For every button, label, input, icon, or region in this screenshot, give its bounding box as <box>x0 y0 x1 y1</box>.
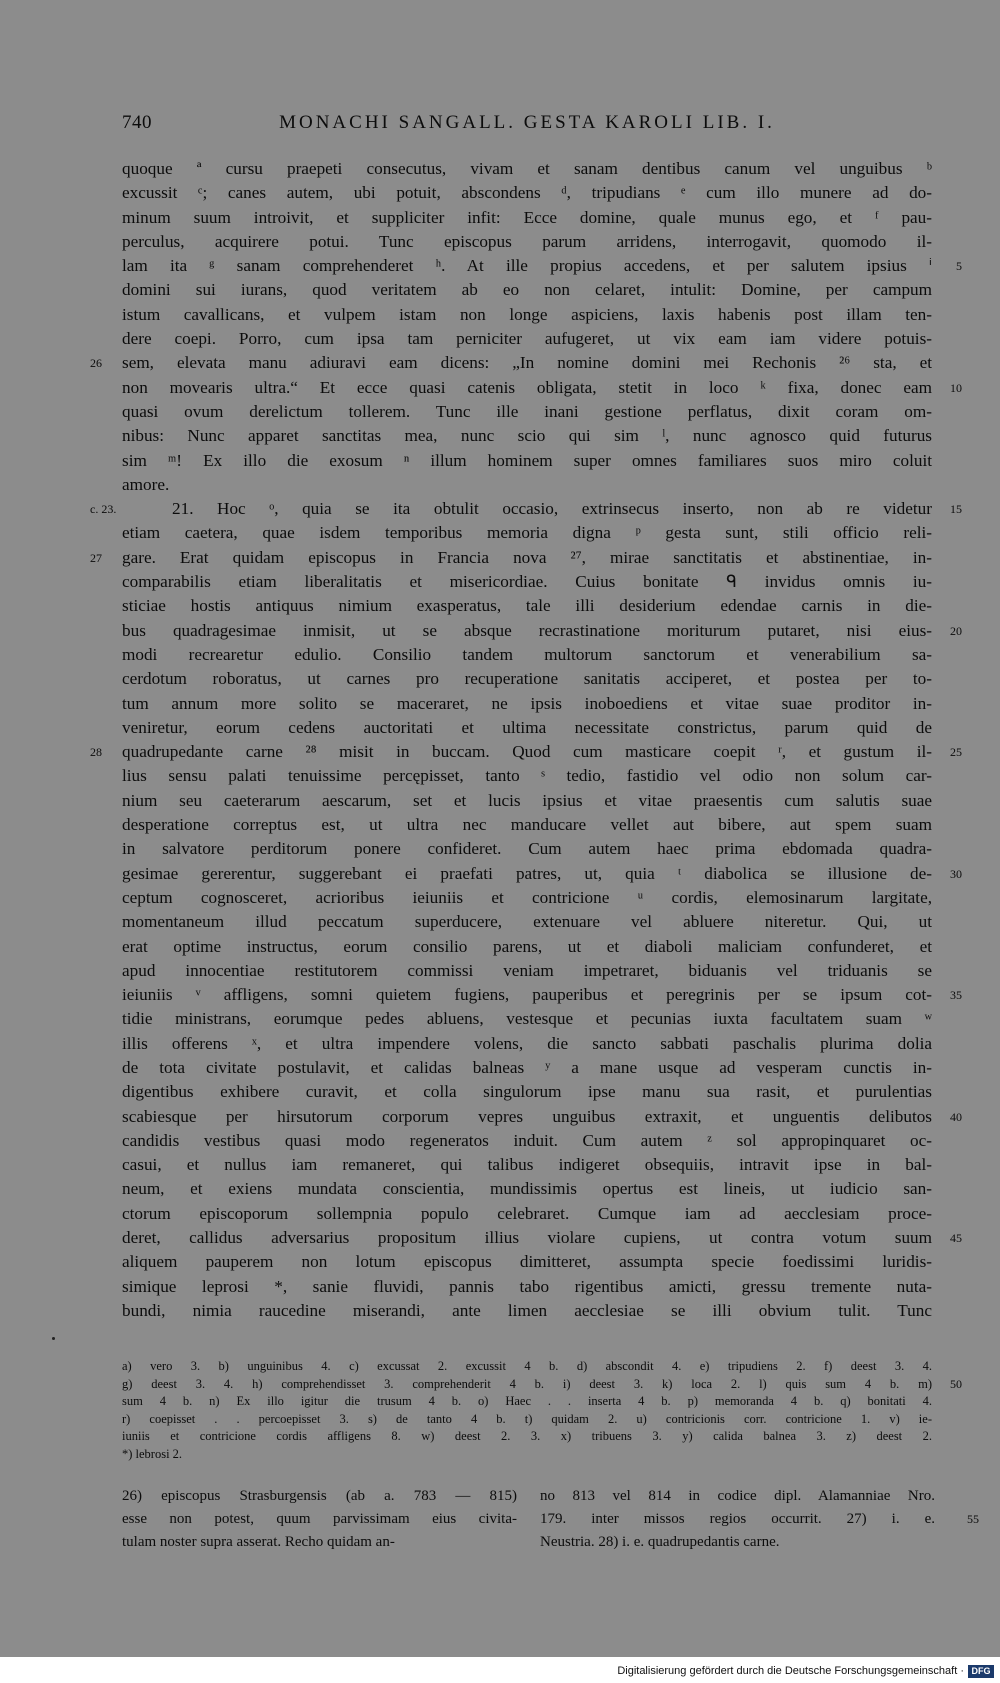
text-line <box>122 254 962 278</box>
line-text: lius sensu palati tenuissime percępisset, tanto ˢ tedio, fastidio vel odio non solum car- <box>122 766 932 786</box>
line-text: dere coepi. Porro, cum ipsa tam perniciter aufugeret, ut vix eam iam videre potuis- <box>122 329 932 349</box>
running-title: MONACHI SANGALL. GESTA KAROLI LIB. I. <box>279 112 775 133</box>
text-line <box>122 1202 932 1226</box>
line-number: 40 <box>950 1109 962 1124</box>
text-line <box>122 1226 962 1250</box>
line-text: quasi ovum derelictum tollerem. Tunc ille inani gestione perflatus, dixit coram om- <box>122 401 932 421</box>
line-text: aliquem pauperem non lotum episcopus dimitteret, assumpta specie foedissimi luridis- <box>122 1252 932 1272</box>
line-text: de tota civitate postulavit, et calidas balneas ʸ a mane usque ad vesperam cunctis in- <box>122 1057 932 1077</box>
line-text: domini sui iurans, quod veritatem ab eo non celaret, intulit: Domine, per campum <box>122 280 932 300</box>
text-line <box>90 497 962 521</box>
text-line <box>122 206 932 230</box>
text-line <box>122 278 932 302</box>
margin-note-left: 26 <box>90 356 102 371</box>
commentary-line: 26) episcopus Strasburgensis (ab a. 783 — 815) <box>122 1488 517 1504</box>
text-line <box>122 910 932 934</box>
line-text: cerdotum roboratus, ut carnes pro recuperatione sanitatis acciperet, et postea per to- <box>122 669 932 689</box>
text-line <box>122 813 932 837</box>
line-number: 50 <box>950 1376 962 1391</box>
apparatus-line <box>122 1376 962 1394</box>
line-text: comparabilis etiam liberalitatis et misericordiae. Cuius bonitate ᑫ invidus omnis iu- <box>122 572 932 592</box>
text-line <box>122 157 932 181</box>
line-text: modi recrearetur edulio. Consilio tandem multorum sanctorum et venerabilium sa- <box>122 644 932 664</box>
text-line <box>122 1153 932 1177</box>
text-line <box>122 570 932 594</box>
line-text: sticiae hostis antiquus nimium exasperatus, tale illi desiderium edendae carnis in die- <box>122 596 932 616</box>
text-line <box>122 837 932 861</box>
text-line <box>122 376 962 400</box>
commentary-line <box>540 1508 979 1531</box>
line-text: deret, callidus adversarius propositum illius violare cupiens, ut contra votum suum <box>122 1228 932 1248</box>
text-line <box>122 521 932 545</box>
text-line <box>122 303 932 327</box>
text-line <box>122 1056 932 1080</box>
apparatus-line <box>122 1428 932 1446</box>
line-text: nium seu caeterarum aescarum, set et lucis ipsius et vitae praesentis cum salutis suae <box>122 790 932 810</box>
text-line <box>122 667 932 691</box>
line-text: ceptum cognosceret, acrioribus ieiuniis et contricione ᵘ cordis, elemosinarum largitate, <box>122 887 932 907</box>
text-line <box>122 473 932 497</box>
text-line <box>122 1177 932 1201</box>
line-text: gesimae gererentur, suggerebant ei praefati patres, ut, quia ᵗ diabolica se illusione de- <box>122 863 932 883</box>
text-line <box>122 1275 932 1299</box>
commentary-right-column <box>540 1485 979 1554</box>
text-line <box>122 619 962 643</box>
line-text: tum annum more solito se maceraret, ne ipsis inoboediens et vitae suae proditor in- <box>122 693 932 713</box>
line-text: casui, et nullus iam remaneret, qui talibus indigeret obsequiis, intravit ipse in bal- <box>122 1155 932 1175</box>
text-line <box>90 351 932 375</box>
commentary-text: Neustria. 28) i. e. quadrupedantis carne. <box>540 1534 780 1550</box>
critical-apparatus <box>122 1358 962 1464</box>
text-line <box>122 1299 932 1323</box>
line-text: gare. Erat quidam episcopus in Francia nova ²⁷, mirae sanctitatis et abstinentiae, in- <box>122 547 932 567</box>
commentary-text: 179. inter missos regios occurrit. 27) i. e. <box>540 1511 935 1527</box>
text-line <box>122 1080 932 1104</box>
margin-dot <box>52 1337 55 1340</box>
footer-credit: Digitalisierung gefördert durch die Deutsche Forschungsgemeinschaft · <box>617 1665 964 1677</box>
text-line <box>122 1250 932 1274</box>
line-text: in salvatore perditorum ponere confideret. Cum autem haec prima ebdomada quadra- <box>122 839 932 859</box>
margin-note-left: 28 <box>90 745 102 760</box>
text-line <box>90 740 962 764</box>
line-text: amore. <box>122 474 170 494</box>
line-text: ieiuniis ᵛ affligens, somni quietem fugiens, pauperibus et peregrinis per se ipsum cot- <box>122 985 932 1005</box>
text-line <box>122 983 962 1007</box>
main-text <box>90 157 962 1323</box>
line-text: minum suum introivit, et suppliciter infit: Ecce domine, quale munus ego, et ᶠ pau- <box>122 207 932 227</box>
text-line <box>122 181 932 205</box>
text-line <box>122 1032 932 1056</box>
commentary-text: no 813 vel 814 in codice dipl. Alamanniae Nro. <box>540 1488 935 1504</box>
commentary-left-column <box>122 1485 517 1554</box>
text-line <box>122 935 932 959</box>
footer-bar <box>0 1657 1000 1683</box>
line-text: istum cavallicans, et vulpem istam non longe aspiciens, laxis habenis post illam ten- <box>122 304 932 324</box>
apparatus-line <box>122 1446 932 1464</box>
line-text: etiam caetera, quae isdem temporibus memoria digna ᵖ gesta sunt, stili officio reli- <box>122 523 932 543</box>
text-line <box>90 546 932 570</box>
line-text: 21. Hoc ᵒ, quia se ita obtulit occasio, extrinsecus inserto, non ab re videtur <box>172 499 932 519</box>
text-line <box>122 789 932 813</box>
text-line <box>122 959 932 983</box>
line-number: 20 <box>950 623 962 638</box>
apparatus-text: r) coepisset . . percoepisset 3. s) de tanto 4 b. t) quidam 2. u) contricionis corr. contricione 1. v) ie- <box>122 1411 932 1426</box>
commentary-line: tulam noster supra asserat. Recho quidam an- <box>122 1534 395 1550</box>
line-number: 35 <box>950 988 962 1003</box>
commentary-line <box>540 1531 935 1554</box>
line-text: veniretur, eorum cedens auctoritati et ultima necessitate constrictus, parum quid de <box>122 717 932 737</box>
line-number: 25 <box>950 745 962 760</box>
apparatus-text: sum 4 b. n) Ex illo igitur die trusum 4 b. o) Haec . . inserta 4 b. p) memoranda 4 b. q) bonitati 4. <box>122 1394 932 1409</box>
line-text: scabiesque per hirsutorum corporum vepres unguibus extraxit, et unguentis delibutos <box>122 1106 932 1126</box>
text-line <box>122 1129 932 1153</box>
apparatus-text: iuniis et contricione cordis affligens 8. w) deest 2. 3. x) tribuens 3. y) calida balnea 3. z) deest 2. <box>122 1429 932 1444</box>
text-line <box>122 327 932 351</box>
line-text: sem, elevata manu adiuravi eam dicens: „In nomine domini mei Rechonis ²⁶ sta, et <box>122 353 932 373</box>
line-number: 5 <box>956 259 962 274</box>
text-line <box>122 643 932 667</box>
text-line <box>122 1007 932 1031</box>
text-line <box>122 862 962 886</box>
line-text: sim ᵐ! Ex illo die exosum ⁿ illum hominem super omnes familiares suos miro coluit <box>122 450 932 470</box>
line-text: perculus, acquirere potui. Tunc episcopus parum arridens, interrogavit, quomodo il- <box>122 231 932 251</box>
line-text: tidie ministrans, eorumque pedes abluens, vestesque et pecunias iuxta facultatem suam ʷ <box>122 1009 932 1029</box>
commentary-line: esse non potest, quum parvissimam eius civita- <box>122 1511 517 1527</box>
line-text: lam ita ᵍ sanam comprehenderet ʰ. At ille propius accedens, et per salutem ipsius ⁱ <box>122 256 932 276</box>
line-text: illis offerens ˣ, et ultra impendere volens, die sancto sabbati paschalis plurima dolia <box>122 1033 932 1053</box>
line-text: erat optime instructus, eorum consilio parens, ut et diaboli maliciam confunderet, et <box>122 936 932 956</box>
line-text: ctorum episcoporum sollempnia populo celebraret. Cumque iam ad aecclesiam proce- <box>122 1203 932 1223</box>
line-number: 15 <box>950 502 962 517</box>
apparatus-line <box>122 1393 932 1411</box>
text-line <box>122 716 932 740</box>
apparatus-line <box>122 1411 932 1429</box>
line-text: bus quadragesimae inmisit, ut se absque recrastinatione moriturum putaret, nisi eius- <box>122 620 932 640</box>
apparatus-line <box>122 1358 932 1376</box>
text-line <box>122 424 932 448</box>
line-text: digentibus exhibere curavit, et colla singulorum ipse manu sua rasit, et purulentias <box>122 1082 932 1102</box>
commentary-line <box>540 1485 935 1508</box>
line-text: excussit ᶜ; canes autem, ubi potuit, abscondens ᵈ, tripudians ᵉ cum illo munere ad do- <box>122 183 932 203</box>
text-line <box>122 764 932 788</box>
apparatus-text: *) lebrosi 2. <box>122 1446 183 1461</box>
line-number: 10 <box>950 380 962 395</box>
line-text: quadrupedante carne ²⁸ misit in buccam. Quod cum masticare coepit ʳ, et gustum il- <box>122 742 932 762</box>
text-line <box>122 230 932 254</box>
text-line <box>122 886 932 910</box>
line-text: bundi, nimia raucedine miserandi, ante limen aecclesiae se illi obvium tulit. Tunc <box>122 1300 932 1320</box>
apparatus-text: a) vero 3. b) unguinibus 4. c) excussat 2. excussit 4 b. d) abscondit 4. e) tripudiens 2. f) deest 3. 4. <box>122 1359 932 1373</box>
page-number: 740 <box>122 112 152 133</box>
line-text: momentaneum illud peccatum superducere, extenuare vel abluere niteretur. Qui, ut <box>122 912 932 932</box>
apparatus-text: g) deest 3. 4. h) comprehendisset 3. comprehenderit 4 b. i) deest 3. k) loca 2. l) quis sum 4 b. m) <box>122 1376 932 1391</box>
line-text: non movearis ultra.“ Et ecce quasi catenis obligata, stetit in loco ᵏ fixa, donec eam <box>122 377 932 397</box>
line-text: neum, et exiens mundata conscientia, mundissimis opertus est lineis, ut iudicio san- <box>122 1179 932 1199</box>
margin-note-left: 27 <box>90 550 102 565</box>
text-line <box>122 1105 962 1129</box>
line-text: simique leprosi *, sanie fluvidi, pannis tabo rigentibus amicti, gressu tremente nuta- <box>122 1276 932 1296</box>
line-text: apud innocentiae restitutorem commissi veniam impetraret, biduanis vel triduanis se <box>122 960 932 980</box>
margin-note-left: c. 23. <box>90 502 117 517</box>
text-line <box>122 692 932 716</box>
text-line <box>122 400 932 424</box>
line-text: quoque ª cursu praepeti consecutus, vivam et sanam dentibus canum vel unguibus ᵇ <box>122 159 932 178</box>
line-text: desperatione correptus est, ut ultra nec manducare vellet aut bibere, aut spem suam <box>122 815 932 835</box>
line-number: 45 <box>950 1231 962 1246</box>
line-text: nibus: Nunc apparet sanctitas mea, nunc scio qui sim ˡ, nunc agnosco quid futurus <box>122 426 932 446</box>
text-line <box>122 594 932 618</box>
line-number: 30 <box>950 866 962 881</box>
dfg-logo: DFG <box>968 1665 994 1678</box>
line-number: 55 <box>967 1512 979 1526</box>
text-line <box>122 449 932 473</box>
line-text: candidis vestibus quasi modo regeneratos induit. Cum autem ᶻ sol appropinquaret oc- <box>122 1130 932 1150</box>
